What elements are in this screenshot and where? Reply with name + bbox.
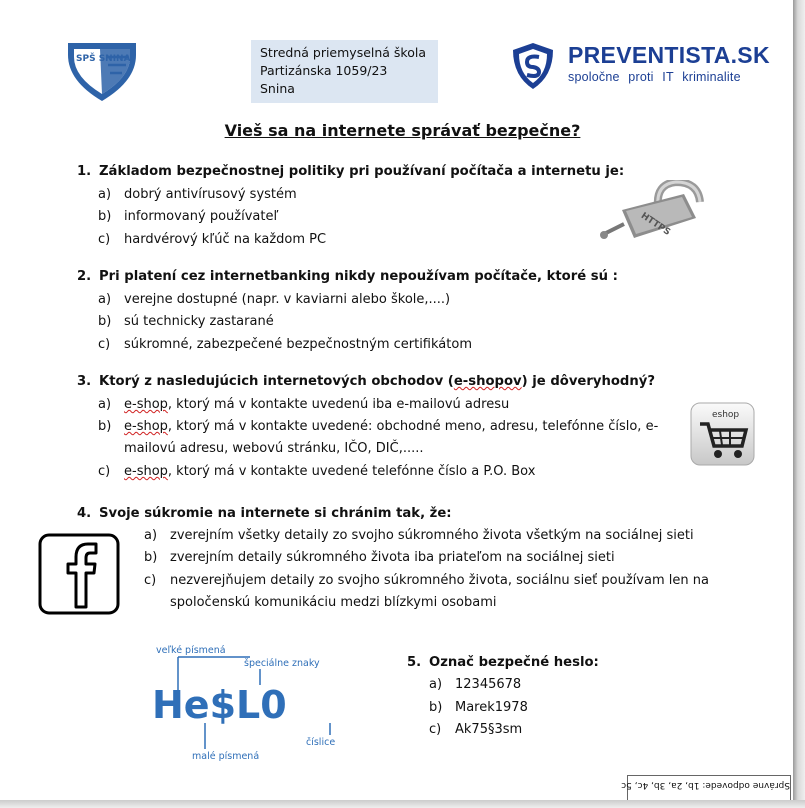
question-number: 4. xyxy=(77,506,92,521)
option-text: sú technicky zastarané xyxy=(124,314,274,329)
school-logo-text: SPŠ SNINA xyxy=(76,54,131,64)
school-line-city: Snina xyxy=(260,81,295,96)
option-letter: c) xyxy=(98,337,111,352)
question-text: Označ bezpečné heslo: xyxy=(429,655,599,670)
option-letter: a) xyxy=(144,528,158,543)
school-info-box xyxy=(251,40,438,103)
answers-text: Správne odpovede: 1b, 2a, 3b, 4c, 5c xyxy=(621,780,790,790)
page-shadow-bottom xyxy=(0,800,805,808)
option-letter: a) xyxy=(98,292,112,307)
heslo-label-lowercase: malé písmená xyxy=(192,751,260,762)
option-letter: a) xyxy=(98,397,112,412)
option-text: verejne dostupné (napr. v kaviarni alebo škole,....) xyxy=(124,292,451,307)
option-letter: b) xyxy=(144,550,158,565)
question-text: Základom bezpečnostnej politiky pri používaní počítača a internetu je: xyxy=(99,164,625,179)
option-letter: c) xyxy=(429,722,442,737)
option-text: spoločenskú komunikáciu medzi blízkymi osobami xyxy=(170,595,497,610)
page-title: Vieš sa na internete správať bezpečne? xyxy=(224,121,581,140)
option-text: , ktorý má v kontakte uvedené telefónne číslo a P.O. Box xyxy=(167,464,536,479)
option-text: zverejním detaily súkromného života iba priateľom na sociálnej sieti xyxy=(170,550,615,565)
question-number: 3. xyxy=(77,374,92,389)
shopping-cart-icon xyxy=(690,402,755,466)
heslo-word: He$L0 xyxy=(152,683,287,727)
heslo-label-special: špeciálne znaky xyxy=(244,658,320,669)
school-logo-icon xyxy=(66,41,138,103)
question-text: Ktorý z nasledujúcich internetových obchodov ( xyxy=(99,374,454,389)
question-number: 2. xyxy=(77,269,92,284)
heslo-label-digits: číslice xyxy=(306,737,336,748)
option-letter: a) xyxy=(98,187,112,202)
eshop-term: e-shopov xyxy=(453,374,522,389)
option-text: hardvérový kľúč na každom PC xyxy=(124,232,327,247)
option-text: Ak75§3sm xyxy=(455,722,523,737)
page-shadow-right xyxy=(793,0,805,808)
eshop-term: e-shop xyxy=(124,419,168,434)
option-letter: c) xyxy=(98,232,111,247)
option-text: informovaný používateľ xyxy=(124,209,279,224)
option-letter: c) xyxy=(98,464,111,479)
option-text: , ktorý má v kontakte uvedenú iba e-mailovú adresu xyxy=(167,397,510,412)
question-text: Svoje súkromie na internete si chránim tak, že: xyxy=(99,506,452,521)
question-text-end: ) je dôveryhodný? xyxy=(521,374,655,389)
answers-box xyxy=(621,775,791,801)
question-number: 5. xyxy=(407,655,422,670)
eshop-term: e-shop xyxy=(124,397,168,412)
option-letter: a) xyxy=(429,677,443,692)
school-line-name: Stredná priemyselná škola xyxy=(260,45,427,60)
padlock-icon xyxy=(598,180,706,246)
option-text: Marek1978 xyxy=(455,700,528,715)
eshop-term: e-shop xyxy=(124,464,168,479)
option-letter: b) xyxy=(98,419,112,434)
option-text: , ktorý má v kontakte uvedené: obchodné meno, adresu, telefónne číslo, e- xyxy=(167,419,659,434)
heslo-label-uppercase: veľké písmená xyxy=(156,645,226,656)
cart-label: eshop xyxy=(712,410,740,420)
option-letter: b) xyxy=(429,700,443,715)
heslo-graphic xyxy=(150,641,360,765)
option-text: 12345678 xyxy=(455,677,522,692)
option-text: súkromné, zabezpečené bezpečnostným certifikátom xyxy=(124,337,472,352)
facebook-icon xyxy=(38,533,120,615)
preventista-shield-icon xyxy=(512,42,554,90)
option-text: nezverejňujem detaily zo svojho súkromného života, sociálnu sieť používam len na xyxy=(170,573,709,588)
option-letter: b) xyxy=(98,314,112,329)
option-letter: b) xyxy=(98,209,112,224)
question-text: Pri platení cez internetbanking nikdy nepoužívam počítače, ktoré sú : xyxy=(99,269,618,284)
option-text: mailovú adresu, webovú stránku, IČO, DIČ,..... xyxy=(124,441,424,456)
option-text: dobrý antivírusový systém xyxy=(124,187,297,202)
question-number: 1. xyxy=(77,164,92,179)
brand-title: PREVENTISTA.SK xyxy=(568,42,770,68)
school-line-street: Partizánska 1059/23 xyxy=(260,63,388,78)
option-text: zverejním všetky detaily zo svojho súkromného života všetkým na sociálnej sieti xyxy=(170,528,694,543)
lock-label: HTTPS xyxy=(638,211,672,238)
brand-subtitle: spoločne proti IT kriminalite xyxy=(568,70,741,84)
option-letter: c) xyxy=(144,573,157,588)
